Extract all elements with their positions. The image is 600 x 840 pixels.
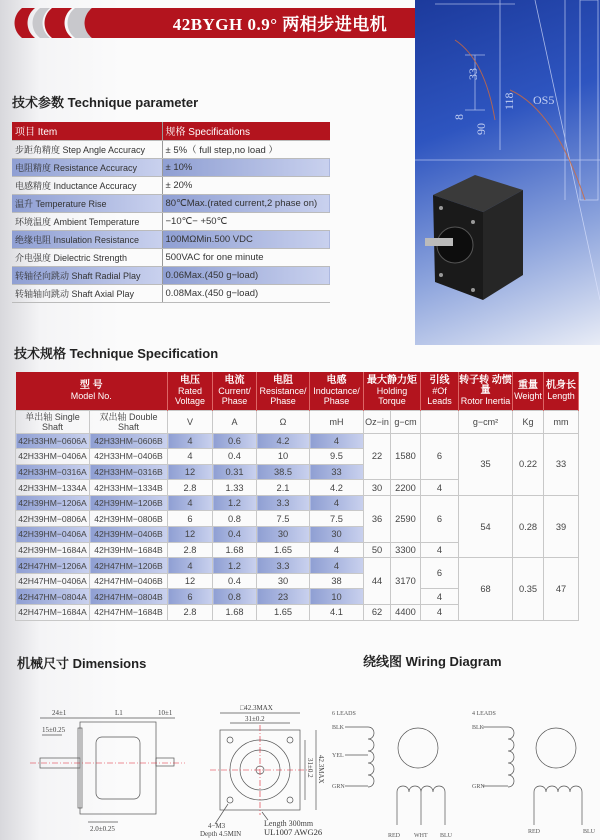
resistance-per-phase: 30: [257, 527, 310, 543]
single-shaft-model: 42H33HM−0316A: [16, 464, 90, 480]
inductance-per-phase: 9.5: [310, 449, 364, 465]
inductance-per-phase: 7.5: [310, 511, 364, 527]
header-voltage: 电压 Rated Voltage: [168, 372, 213, 410]
double-shaft-model: 42H33HM−0606B: [90, 433, 168, 449]
double-shaft-model: 42H39HM−1206B: [90, 495, 168, 511]
dim-label-wire: UL1007 AWG26: [264, 827, 323, 837]
unit-weight: Kg: [513, 410, 544, 433]
units-row: [16, 410, 579, 433]
header-model: 型 号 Model No.: [16, 372, 168, 410]
dim-label: Length 300mm: [264, 819, 314, 828]
current-per-phase: 0.4: [213, 573, 257, 589]
number-of-leads: 4: [421, 605, 459, 621]
resistance-per-phase: 3.3: [257, 558, 310, 574]
dim-label: 31±0.2: [306, 758, 314, 778]
parameter-item: 转轴径向跳动 Shaft Radial Play: [12, 266, 162, 284]
rated-voltage: 2.8: [168, 605, 213, 621]
blueprint-label: 90: [474, 123, 488, 135]
single-shaft-model: 42H39HM−0806A: [16, 511, 90, 527]
double-shaft-model: 42H39HM−1684B: [90, 542, 168, 558]
rated-voltage: 4: [168, 558, 213, 574]
number-of-leads: 4: [421, 480, 459, 496]
number-of-leads: 6: [421, 433, 459, 480]
unit-inductance: mH: [310, 410, 364, 433]
resistance-per-phase: 3.3: [257, 495, 310, 511]
current-per-phase: 0.4: [213, 527, 257, 543]
parameter-row: [12, 212, 330, 230]
inductance-per-phase: 4: [310, 495, 364, 511]
torque-g-cm: 3170: [391, 558, 421, 605]
number-of-leads: 4: [421, 542, 459, 558]
weight: 0.22: [513, 433, 544, 495]
dimensions-title: 机械尺寸 Dimensions: [17, 656, 147, 671]
double-shaft-model: 42H33HM−0316B: [90, 464, 168, 480]
inductance-per-phase: 4: [310, 433, 364, 449]
wiring-label: 4 LEADS: [472, 711, 496, 717]
body-length: 33: [544, 433, 579, 495]
current-per-phase: 1.2: [213, 495, 257, 511]
header-weight: 重量 Weight: [513, 372, 544, 410]
resistance-per-phase: 1.65: [257, 605, 310, 621]
single-shaft-model: 42H39HM−0406A: [16, 527, 90, 543]
page-title: 42BYGH 0.9° 两相步进电机: [172, 15, 388, 34]
parameter-item: 步距角精度 Step Angle Accuracy: [12, 140, 162, 158]
table-header-row: [12, 122, 330, 140]
resistance-per-phase: 30: [257, 573, 310, 589]
parameter-row: [12, 266, 330, 284]
parameter-row: [12, 158, 330, 176]
table-row: [16, 495, 579, 511]
rated-voltage: 2.8: [168, 542, 213, 558]
inductance-per-phase: 38: [310, 573, 364, 589]
blueprint-label: OS5: [533, 93, 555, 107]
header-inductance: 电感 Inductance/ Phase: [310, 372, 364, 410]
unit-inertia: g−cm²: [459, 410, 513, 433]
number-of-leads: 6: [421, 495, 459, 542]
parameter-spec: 80℃Max.(rated current,2 phase on): [162, 194, 330, 212]
parameter-row: [12, 194, 330, 212]
single-shaft-model: 42H33HM−1334A: [16, 480, 90, 496]
unit-double-shaft: 双出轴 Double Shaft: [90, 410, 168, 433]
wiring-title: 绕线图 Wiring Diagram: [363, 654, 502, 669]
body-length: 39: [544, 495, 579, 557]
wiring-label: BLU: [440, 833, 452, 839]
dim-label: 10±1: [158, 709, 173, 717]
parameter-section-title: 技术参数 Technique parameter: [12, 95, 199, 110]
double-shaft-model: 42H39HM−0406B: [90, 527, 168, 543]
header-resistance: 电阻 Resistance/ Phase: [257, 372, 310, 410]
table-row: [16, 433, 579, 449]
double-shaft-model: 42H33HM−1334B: [90, 480, 168, 496]
blueprint-label: 33: [466, 68, 480, 80]
parameter-spec: 100MΩMin.500 VDC: [162, 230, 330, 248]
inductance-per-phase: 4: [310, 542, 364, 558]
dim-label: Depth 4.5MIN: [200, 830, 242, 838]
parameter-spec: 500VAC for one minute: [162, 248, 330, 266]
inductance-per-phase: 4.2: [310, 480, 364, 496]
resistance-per-phase: 38.5: [257, 464, 310, 480]
number-of-leads: 6: [421, 558, 459, 589]
wiring-label: GRN: [472, 784, 485, 790]
header-current: 电流 Current/ Phase: [213, 372, 257, 410]
current-per-phase: 1.2: [213, 558, 257, 574]
parameter-spec: 0.06Max.(450 g−load): [162, 266, 330, 284]
parameter-row: [12, 284, 330, 302]
header-torque: 最大静力矩 Holding Torque: [364, 372, 421, 410]
torque-oz-in: 62: [364, 605, 391, 621]
torque-g-cm: 1580: [391, 433, 421, 480]
rotor-inertia: 54: [459, 495, 513, 557]
wiring-label: WHT: [414, 833, 428, 839]
parameter-row: [12, 140, 330, 158]
parameter-item: 温升 Temperature Rise: [12, 194, 162, 212]
torque-g-cm: 2590: [391, 495, 421, 542]
single-shaft-model: 42H47HM−1206A: [16, 558, 90, 574]
resistance-per-phase: 23: [257, 589, 310, 605]
dimensions-drawing: [0, 700, 330, 840]
wiring-label: RED: [388, 833, 400, 839]
unit-length: mm: [544, 410, 579, 433]
parameter-row: [12, 248, 330, 266]
resistance-per-phase: 4.2: [257, 433, 310, 449]
torque-oz-in: 50: [364, 542, 391, 558]
single-shaft-model: 42H33HM−0606A: [16, 433, 90, 449]
unit-torque-oz: Oz−in: [364, 410, 391, 433]
wiring-label: 6 LEADS: [332, 711, 356, 717]
current-per-phase: 0.6: [213, 433, 257, 449]
rated-voltage: 4: [168, 449, 213, 465]
rated-voltage: 6: [168, 511, 213, 527]
single-shaft-model: 42H47HM−1684A: [16, 605, 90, 621]
table-row: [16, 558, 579, 574]
torque-oz-in: 36: [364, 495, 391, 542]
double-shaft-model: 42H33HM−0406B: [90, 449, 168, 465]
inductance-per-phase: 4.1: [310, 605, 364, 621]
inductance-per-phase: 10: [310, 589, 364, 605]
dim-label: □42.3MAX: [240, 704, 273, 712]
parameter-item: 环境温度 Ambient Temperature: [12, 212, 162, 230]
torque-g-cm: 4400: [391, 605, 421, 621]
current-per-phase: 0.4: [213, 449, 257, 465]
torque-oz-in: 30: [364, 480, 391, 496]
dim-label: L1: [115, 709, 123, 717]
motor-photo: [415, 0, 600, 345]
dim-label: 24±1: [52, 709, 67, 717]
unit-single-shaft: 单出轴 Single Shaft: [16, 410, 90, 433]
double-shaft-model: 42H47HM−1206B: [90, 558, 168, 574]
wiring-label: YEL: [332, 753, 344, 759]
wiring-label: BLK: [472, 725, 484, 731]
current-per-phase: 1.33: [213, 480, 257, 496]
double-shaft-model: 42H47HM−0804B: [90, 589, 168, 605]
double-shaft-model: 42H39HM−0806B: [90, 511, 168, 527]
current-per-phase: 0.8: [213, 511, 257, 527]
blueprint-label: 118: [502, 92, 516, 110]
parameter-item: 绝缘电阻 Insulation Resistance: [12, 230, 162, 248]
blueprint-photo: [415, 0, 600, 345]
rated-voltage: 2.8: [168, 480, 213, 496]
wiring-diagram: [330, 700, 600, 840]
single-shaft-model: 42H47HM−0804A: [16, 589, 90, 605]
dim-label: 2.0±0.25: [90, 825, 115, 833]
resistance-per-phase: 10: [257, 449, 310, 465]
dim-label: 15±0.25: [42, 726, 66, 734]
rotor-inertia: 35: [459, 433, 513, 495]
single-shaft-model: 42H39HM−1206A: [16, 495, 90, 511]
torque-oz-in: 44: [364, 558, 391, 605]
torque-g-cm: 2200: [391, 480, 421, 496]
single-shaft-model: 42H47HM−0406A: [16, 573, 90, 589]
unit-resistance: Ω: [257, 410, 310, 433]
column-header: 项目 Item: [12, 122, 162, 140]
parameter-item: 电感精度 Inductance Accuracy: [12, 176, 162, 194]
wiring-label: BLK: [332, 725, 344, 731]
dim-label: 42.3MAX: [317, 755, 325, 784]
header-length: 机身长 Length: [544, 372, 579, 410]
double-shaft-model: 42H47HM−0406B: [90, 573, 168, 589]
parameter-item: 转轴轴向跳动 Shaft Axial Play: [12, 284, 162, 302]
inductance-per-phase: 33: [310, 464, 364, 480]
blueprint-label: 8: [452, 114, 466, 120]
parameter-item: 电阻精度 Resistance Accuracy: [12, 158, 162, 176]
resistance-per-phase: 2.1: [257, 480, 310, 496]
parameter-row: [12, 230, 330, 248]
wiring-label: RED: [528, 829, 540, 835]
unit-torque-g: g−cm: [391, 410, 421, 433]
rated-voltage: 4: [168, 495, 213, 511]
current-per-phase: 1.68: [213, 542, 257, 558]
unit-voltage: V: [168, 410, 213, 433]
parameter-item: 介电强度 Dielectric Strength: [12, 248, 162, 266]
rated-voltage: 6: [168, 589, 213, 605]
body-length: 47: [544, 558, 579, 620]
rated-voltage: 12: [168, 464, 213, 480]
current-per-phase: 0.8: [213, 589, 257, 605]
single-shaft-model: 42H33HM−0406A: [16, 449, 90, 465]
parameter-row: [12, 176, 330, 194]
resistance-per-phase: 7.5: [257, 511, 310, 527]
parameter-table: [12, 122, 330, 303]
weight: 0.35: [513, 558, 544, 620]
single-shaft-model: 42H39HM−1684A: [16, 542, 90, 558]
table-header-row: [16, 372, 579, 410]
dim-label: 31±0.2: [245, 715, 265, 723]
resistance-per-phase: 1.65: [257, 542, 310, 558]
rated-voltage: 12: [168, 573, 213, 589]
rotor-inertia: 68: [459, 558, 513, 620]
current-per-phase: 0.31: [213, 464, 257, 480]
unit-current: A: [213, 410, 257, 433]
header-inertia: 转子转 动惯量 Rotor Inertia: [459, 372, 513, 410]
double-shaft-model: 42H47HM−1684B: [90, 605, 168, 621]
parameter-spec: ± 20%: [162, 176, 330, 194]
torque-g-cm: 3300: [391, 542, 421, 558]
rated-voltage: 4: [168, 433, 213, 449]
torque-oz-in: 22: [364, 433, 391, 480]
unit-leads: [421, 410, 459, 433]
current-per-phase: 1.68: [213, 605, 257, 621]
parameter-spec: −10℃− +50℃: [162, 212, 330, 230]
spec-table: [15, 372, 579, 621]
wiring-label: GRN: [332, 784, 345, 790]
header-leads: 引线 #Of Leads: [421, 372, 459, 410]
wiring-label: BLU: [583, 829, 595, 835]
dim-label: 4−M3: [208, 822, 226, 830]
parameter-spec: ± 5%（ full step,no load ）: [162, 140, 330, 158]
inductance-per-phase: 30: [310, 527, 364, 543]
parameter-spec: ± 10%: [162, 158, 330, 176]
number-of-leads: 4: [421, 589, 459, 605]
spec-section-title: 技术规格 Technique Specification: [14, 346, 219, 361]
rated-voltage: 12: [168, 527, 213, 543]
inductance-per-phase: 4: [310, 558, 364, 574]
column-header: 规格 Specifications: [162, 122, 330, 140]
weight: 0.28: [513, 495, 544, 557]
parameter-spec: 0.08Max.(450 g−load): [162, 284, 330, 302]
